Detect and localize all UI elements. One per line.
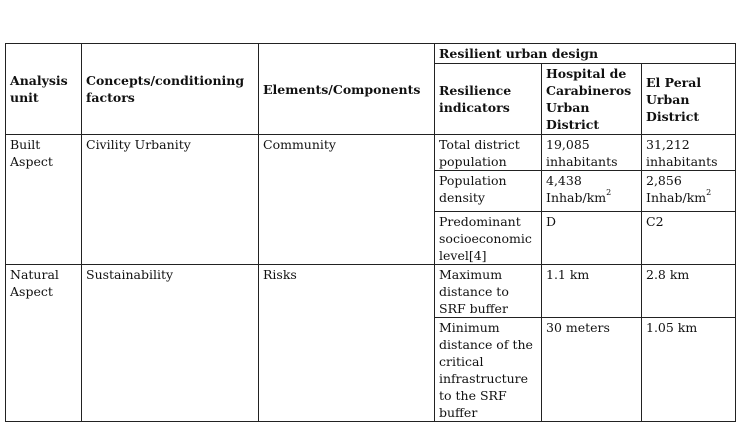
table-row bbox=[6, 265, 736, 318]
element-cell: Risks bbox=[259, 265, 435, 422]
header-analysis-unit: Analysis unit bbox=[6, 44, 82, 135]
hospital-value-cell: 30 meters bbox=[542, 318, 642, 422]
el-peral-density-value: 2,856 Inhab/km bbox=[646, 173, 707, 205]
analysis-unit-cell: Natural Aspect bbox=[6, 265, 82, 422]
concept-cell: Civility Urbanity bbox=[82, 135, 259, 265]
header-concepts: Concepts/conditioning factors bbox=[82, 44, 259, 135]
el-peral-value-cell: 31,212 inhabitants bbox=[642, 135, 736, 171]
hospital-value-cell: 1.1 km bbox=[542, 265, 642, 318]
element-cell: Community bbox=[259, 135, 435, 265]
indicator-cell: Population density bbox=[435, 171, 542, 212]
indicator-cell: Minimum distance of the critical infrastructure to the SRF buffer bbox=[435, 318, 542, 422]
hospital-value-cell: D bbox=[542, 212, 642, 265]
table-row bbox=[6, 135, 736, 171]
indicator-cell: Total district population bbox=[435, 135, 542, 171]
hospital-density-value: 4,438 Inhab/km bbox=[546, 173, 607, 205]
superscript: 2 bbox=[706, 187, 712, 197]
header-hospital-district: Hospital de Carabineros Urban District bbox=[542, 64, 642, 135]
header-resilience-indicators: Resilience indicators bbox=[435, 64, 542, 135]
indicator-cell: Maximum distance to SRF buffer bbox=[435, 265, 542, 318]
analysis-unit-cell: Built Aspect bbox=[6, 135, 82, 265]
el-peral-value-cell: 2.8 km bbox=[642, 265, 736, 318]
data-table bbox=[5, 43, 736, 422]
el-peral-value-cell: 1.05 km bbox=[642, 318, 736, 422]
header-resilient-urban-design: Resilient urban design bbox=[435, 44, 736, 64]
header-elements: Elements/Components bbox=[259, 44, 435, 135]
hospital-value-cell bbox=[542, 171, 642, 212]
indicator-cell: Predominant socioeconomic level[4] bbox=[435, 212, 542, 265]
superscript: 2 bbox=[606, 187, 612, 197]
header-el-peral-district: El Peral Urban District bbox=[642, 64, 736, 135]
el-peral-value-cell bbox=[642, 171, 736, 212]
hospital-value-cell: 19,085 inhabitants bbox=[542, 135, 642, 171]
el-peral-value-cell: C2 bbox=[642, 212, 736, 265]
concept-cell: Sustainability bbox=[82, 265, 259, 422]
